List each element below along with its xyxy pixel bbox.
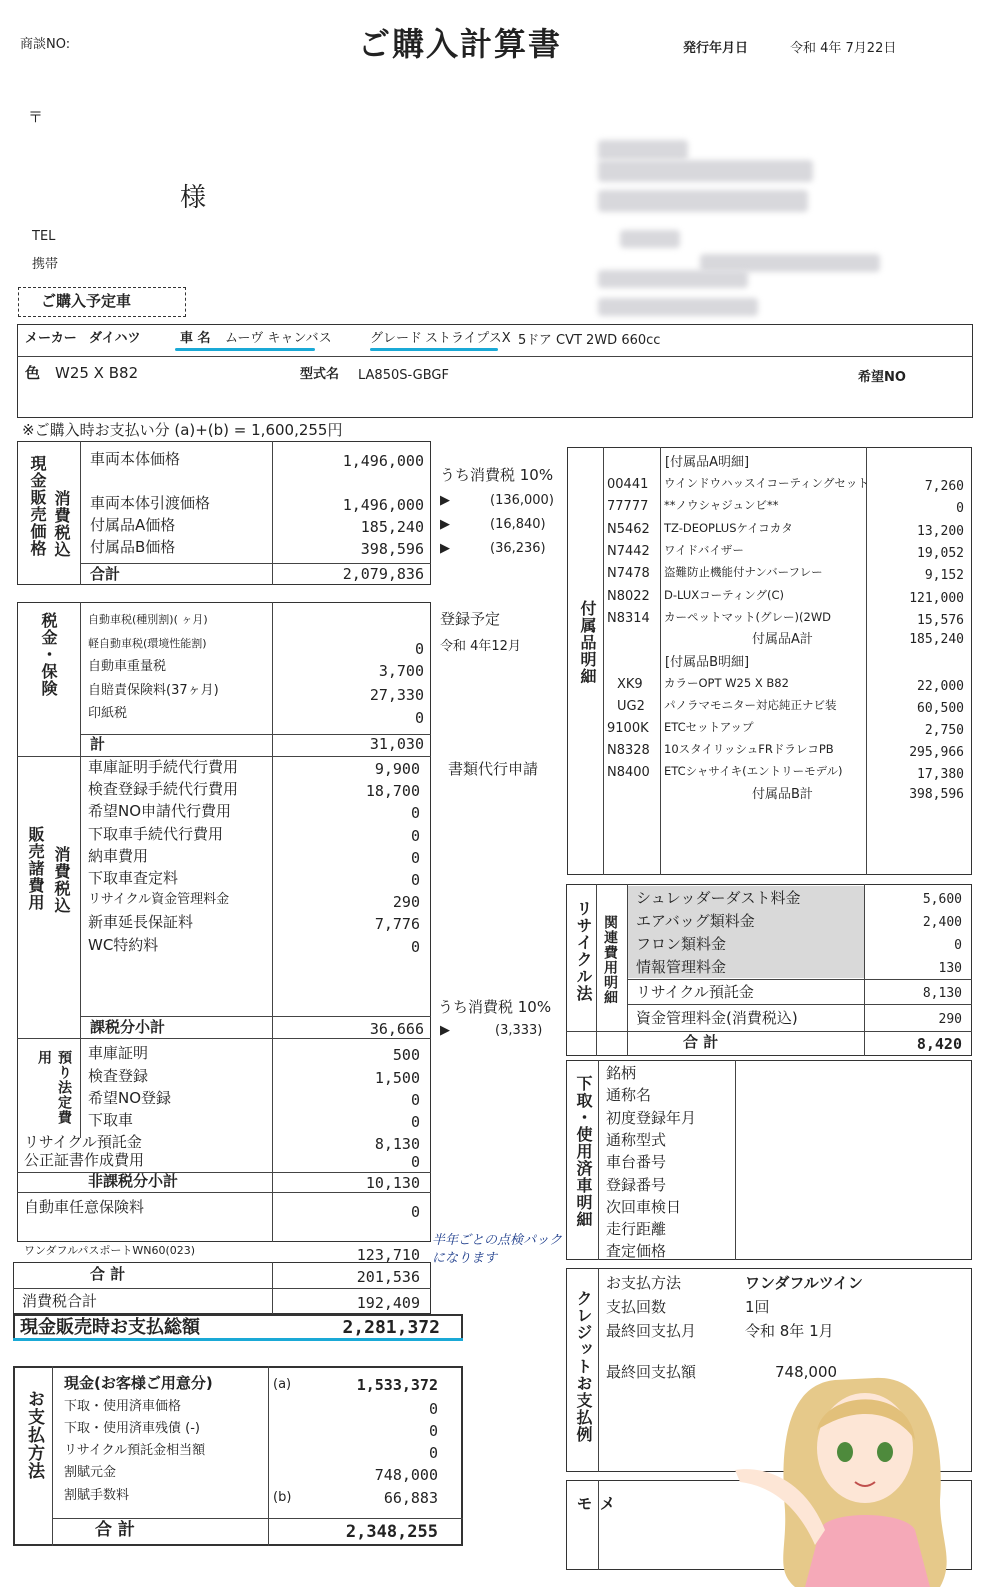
accessory-code: N8328 — [607, 743, 650, 758]
payment-row-label: 現金(お客様ご用意分) — [64, 1374, 213, 1392]
redacted-dealer-line — [598, 160, 813, 182]
insurance-package-label: ワンダフルパスポートWN60(023) — [24, 1244, 196, 1257]
insurance-package-value: 123,710 — [356, 1246, 420, 1264]
payment-total: 2,348,255 — [345, 1522, 438, 1542]
price-row-value: 1,496,000 — [342, 496, 424, 514]
tax-insurance-side-label: 税金・保険 — [39, 612, 58, 697]
sales-row-value: 0 — [410, 937, 420, 956]
divider — [866, 447, 867, 875]
sales-row-label: 検査登録手続代行費用 — [88, 780, 239, 799]
divider — [52, 1518, 463, 1519]
highlight-grade — [370, 348, 498, 351]
accessories-side-label: 付属品明細 — [578, 600, 597, 685]
sales-tax-value: (3,333) — [495, 1023, 543, 1038]
sales-subtotal: 36,666 — [369, 1020, 424, 1038]
accessory-name: ETCシャサイキ(エントリーモデル) — [664, 764, 843, 778]
tradein-row-label: 車台番号 — [606, 1153, 667, 1172]
price-total-label: 合計 — [90, 565, 121, 583]
tradein-side-label: 下取・使用済車明細 — [574, 1075, 593, 1228]
accessory-name: D-LUXコーティング(C) — [664, 587, 784, 602]
recycle-row-label: リサイクル預託金 — [636, 983, 754, 1001]
sales-row-value: 0 — [410, 804, 420, 823]
divider — [627, 979, 972, 980]
sales-row-label: 下取車査定料 — [88, 869, 179, 887]
recycle-row-value: 0 — [954, 938, 962, 953]
payment-row-label: 割賦元金 — [64, 1465, 117, 1480]
tax-row-label: 印紙税 — [88, 706, 128, 721]
divider — [566, 1031, 972, 1032]
accessory-code: 77777 — [607, 499, 649, 515]
accessory-value: 60,500 — [917, 701, 964, 716]
divider — [80, 1016, 431, 1017]
credit-side-label: クレジットお支払例 — [574, 1290, 593, 1443]
recycle-row-label: 資金管理料金(消費税込) — [636, 1009, 798, 1027]
sales-subtotal-label: 課税分小計 — [90, 1018, 166, 1036]
payment-total-label: 合 計 — [95, 1520, 135, 1540]
payment-method-side-label: お支払方法 — [24, 1390, 44, 1480]
spec-value: 5ドア CVT 2WD 660cc — [518, 333, 661, 348]
accessory-value: 7,260 — [924, 479, 964, 494]
credit-row-value: 1回 — [745, 1298, 770, 1316]
tradein-row-label: 査定価格 — [606, 1242, 667, 1261]
registration-plan-label: 登録予定 — [440, 610, 501, 628]
sales-row-value: 9,900 — [374, 760, 420, 778]
statutory-subtotal: 10,130 — [365, 1174, 420, 1192]
accessories-a-total: 185,240 — [909, 632, 964, 647]
tax-arrow-icon: ▶ — [440, 541, 450, 556]
payment-row-mark: (b) — [273, 1490, 292, 1505]
vehicle-section-label-box — [18, 287, 186, 317]
tradein-row-label: 銘柄 — [606, 1064, 637, 1082]
sales-row-label: 新車延長保証料 — [88, 913, 194, 932]
statutory-row-label: 希望NO登録 — [88, 1089, 172, 1107]
tax-total-sum: 192,409 — [356, 1294, 420, 1312]
hope-no-label: 希望NO — [858, 370, 906, 385]
statutory-row-value: 1,500 — [374, 1069, 420, 1087]
tax-row-label: 自動車税(種別割)( ヶ月) — [88, 613, 208, 626]
price-row-label: 付属品A価格 — [90, 516, 176, 534]
highlight-car-name — [175, 348, 315, 351]
tradein-row-label: 登録番号 — [606, 1175, 667, 1194]
recycle-total-label: 合 計 — [683, 1033, 719, 1051]
statutory-side-label: 預り法定費用 — [36, 1050, 72, 1125]
divider — [268, 1366, 269, 1546]
tax-arrow-icon: ▶ — [440, 493, 450, 508]
car-name-value: ムーヴ キャンバス — [225, 331, 332, 346]
accessory-code: N8314 — [607, 610, 650, 626]
tax-total-label: 計 — [90, 735, 106, 753]
payment-row-label: リサイクル預託金相当額 — [64, 1443, 206, 1458]
accessory-code: N7478 — [607, 566, 650, 582]
car-name-label: 車 名 — [180, 331, 211, 346]
accessory-code: N8400 — [607, 765, 650, 780]
accessory-code: XK9 — [617, 677, 643, 692]
accessory-value: 0 — [956, 501, 964, 517]
tradein-row-label: 初度登録年月 — [606, 1108, 697, 1127]
accessory-value: 121,000 — [909, 590, 964, 606]
issue-date-label: 発行年月日 — [683, 41, 749, 56]
redacted-staff — [620, 230, 680, 248]
recycle-side-label: リサイクル法 — [574, 900, 593, 1002]
divider — [603, 447, 604, 875]
divider — [598, 1268, 599, 1472]
divider — [660, 447, 661, 875]
mobile-label: 携帯 — [32, 257, 59, 272]
recycle-row-label: エアバッグ類料金 — [636, 912, 755, 930]
sales-row-value: 0 — [410, 826, 420, 845]
grand-total-label: 合 計 — [90, 1265, 126, 1283]
payment-row-label: 下取・使用済車残債 (-) — [64, 1421, 200, 1436]
redacted-dealer-name — [598, 140, 688, 160]
tradein-row-label: 走行距離 — [606, 1220, 667, 1239]
credit-row-value: 748,000 — [775, 1363, 838, 1381]
vehicle-section-title: ご購入予定車 — [41, 292, 132, 310]
sales-row-value: 0 — [410, 871, 420, 889]
registration-plan-date: 令和 4年12月 — [440, 639, 521, 654]
accessory-code: N8022 — [607, 588, 650, 604]
statutory-row-label: 検査登録 — [88, 1067, 149, 1085]
tax-row-label: 軽自動車税(環境性能割) — [88, 637, 207, 650]
redacted-phone — [598, 270, 748, 288]
divider — [17, 756, 431, 757]
tax-arrow-icon: ▶ — [440, 517, 450, 532]
accessory-code: N7442 — [607, 543, 650, 559]
cash-total-highlight — [13, 1338, 463, 1341]
tax-row-value: 27,330 — [369, 686, 424, 704]
statutory-row-value: 0 — [410, 1113, 420, 1131]
redacted-fax — [598, 298, 758, 316]
accessory-code: UG2 — [617, 699, 645, 714]
recycle-row-value: 5,600 — [922, 892, 962, 907]
accessory-value: 295,966 — [909, 745, 964, 760]
memo-label: メモ — [574, 1495, 616, 1527]
tax-row-label: 自動車重量税 — [88, 659, 167, 674]
credit-row-label: お支払方法 — [606, 1274, 682, 1292]
tradein-row-label: 次回車検日 — [606, 1197, 682, 1216]
statutory-subtotal-label: 非課税分小計 — [88, 1172, 179, 1190]
statutory-row-label: 公正証書作成費用 — [24, 1151, 145, 1169]
price-tax-value: (136,000) — [490, 493, 554, 508]
price-row-label: 車両本体価格 — [90, 450, 181, 468]
statutory-row-label: リサイクル預託金 — [24, 1133, 142, 1151]
statutory-row-value: 0 — [410, 1153, 420, 1171]
accessories-a-total-label: 付属品A計 — [752, 632, 813, 647]
recycle-row-label: フロン類料金 — [636, 935, 727, 953]
accessories-b-total: 398,596 — [909, 787, 964, 802]
statutory-row-label: 下取車 — [88, 1111, 134, 1129]
cash-total-label: 現金販売時お支払総額 — [20, 1317, 200, 1338]
tax-row-label: 自賠責保険料(37ヶ月) — [88, 683, 219, 698]
payment-row-label: 下取・使用済車価格 — [64, 1399, 182, 1414]
sales-row-label: WC特約料 — [88, 935, 159, 954]
credit-row-label: 支払回数 — [606, 1298, 667, 1316]
price-tax-label: うち消費税 10% — [440, 466, 554, 484]
color-label: 色 — [25, 364, 41, 382]
accessories-b-total-label: 付属品B計 — [752, 787, 813, 802]
insurance-label: 自動車任意保険料 — [24, 1198, 145, 1216]
divider — [598, 1060, 599, 1260]
tax-row-value: 0 — [414, 640, 424, 658]
tax-row-value: 3,700 — [378, 662, 424, 680]
divider — [80, 1038, 81, 1138]
divider — [80, 563, 431, 564]
accessory-value: 17,380 — [917, 767, 964, 782]
divider — [17, 1192, 431, 1193]
accessories-b-header: [付属品B明細] — [665, 655, 750, 670]
grand-total: 201,536 — [356, 1268, 420, 1286]
credit-row-value: ワンダフルツイン — [745, 1274, 864, 1292]
payment-row-value: 0 — [428, 1444, 438, 1462]
statutory-row-label: 車庫証明 — [88, 1044, 149, 1062]
divider — [735, 1060, 736, 1260]
accessory-name: 10スタイリッシュFRドラレコPB — [664, 742, 834, 756]
accessory-value: 22,000 — [917, 679, 964, 694]
accessory-name: ワイドバイザー — [664, 542, 744, 557]
accessory-name: **ノウシャジュンビ** — [664, 498, 779, 513]
sales-row-value: 18,700 — [365, 782, 420, 801]
accessory-code: 9100K — [607, 721, 649, 736]
accessory-name: パノラマモニター対応純正ナビ装 — [664, 698, 837, 712]
recycle-row-value: 2,400 — [922, 915, 962, 930]
statutory-row-value: 500 — [392, 1046, 420, 1064]
payment-row-value: 0 — [428, 1400, 438, 1418]
statutory-row-value: 0 — [410, 1091, 420, 1109]
credit-row-label: 最終回支払月 — [606, 1322, 697, 1340]
price-row-value: 185,240 — [360, 518, 424, 536]
sales-costs-side-label: 販売諸費用 — [26, 826, 45, 911]
price-side-label-tax: 消費税込 — [52, 490, 71, 558]
advisor-illustration — [725, 1370, 1000, 1587]
recycle-row-label: 情報管理料金 — [636, 958, 727, 976]
recycle-row-value: 8,130 — [922, 986, 962, 1001]
accessory-value: 9,152 — [924, 568, 964, 584]
model-label: 型式名 — [300, 367, 340, 382]
sales-row-value: 7,776 — [374, 915, 420, 934]
accessory-name: ウインドウハッスイコーティングセット — [664, 476, 869, 490]
tradein-row-label: 通称名 — [606, 1086, 652, 1105]
sales-row-label: 下取車手続代行費用 — [88, 824, 224, 843]
sales-row-label: 車庫証明手続代行費用 — [88, 758, 239, 776]
credit-row-label: 最終回支払額 — [606, 1363, 697, 1381]
redacted-dealer-address — [598, 190, 808, 212]
accessory-value: 2,750 — [924, 723, 964, 738]
model-value: LA850S-GBGF — [358, 368, 449, 383]
price-row-value: 398,596 — [360, 540, 424, 558]
divider — [13, 1288, 431, 1289]
tax-row-value: 0 — [414, 709, 424, 727]
price-total: 2,079,836 — [342, 565, 424, 583]
accessory-value: 15,576 — [917, 612, 964, 628]
sales-tax-arrow: ▶ — [440, 1023, 450, 1038]
sales-row-label: 希望NO申請代行費用 — [88, 802, 232, 821]
divider — [17, 1172, 431, 1173]
sales-tax-label: うち消費税 10% — [438, 998, 552, 1016]
handwritten-note: 半年ごとの点検パックになります — [432, 1233, 563, 1266]
tel-label: TEL — [32, 229, 56, 244]
tax-total-sum-label: 消費税合計 — [22, 1292, 98, 1310]
recycle-row-label: シュレッダーダスト料金 — [636, 889, 801, 907]
price-row-value: 1,496,000 — [342, 452, 424, 470]
accessory-value: 13,200 — [917, 523, 964, 539]
maker-value: ダイハツ — [89, 331, 141, 346]
payment-row-value: 0 — [428, 1422, 438, 1440]
honorific: 様 — [180, 183, 207, 213]
postal-mark: 〒 — [28, 108, 44, 126]
color-value: W25 X B82 — [55, 364, 139, 382]
accessory-name: カーペットマット(グレー)(2WD — [664, 609, 832, 624]
payment-row-mark: (a) — [273, 1377, 292, 1392]
sales-row-value: 290 — [392, 893, 420, 912]
tradein-row-label: 通称型式 — [606, 1130, 667, 1149]
accessory-code: N5462 — [607, 521, 650, 537]
divider — [52, 1366, 53, 1546]
payment-row-value: 1,533,372 — [356, 1376, 438, 1394]
payment-row-value: 748,000 — [374, 1466, 438, 1484]
sales-costs-note: 書類代行申請 — [448, 760, 539, 778]
grade-value: ストライプスX — [425, 331, 511, 346]
price-tax-value: (36,236) — [490, 541, 546, 556]
accessory-code: 00441 — [607, 477, 649, 492]
price-tax-value: (16,840) — [490, 517, 546, 532]
sales-row-label: リサイクル資金管理料金 — [88, 892, 230, 908]
page-title: ご購入計算書 — [358, 25, 563, 63]
credit-row-value: 令和 8年 1月 — [745, 1322, 834, 1340]
price-row-label: 車両本体引渡価格 — [90, 494, 211, 512]
issue-date: 令和 4年 7月22日 — [790, 41, 897, 56]
cash-total: 2,281,372 — [342, 1317, 440, 1338]
payment-row-label: 割賦手数料 — [64, 1488, 130, 1503]
accessory-value: 19,052 — [917, 545, 964, 561]
divider — [627, 1004, 972, 1005]
sales-row-value: 0 — [410, 848, 420, 867]
recycle-total: 8,420 — [916, 1035, 962, 1053]
sales-costs-side-label-tax: 消費税込 — [52, 846, 71, 914]
tax-total: 31,030 — [369, 735, 424, 753]
accessory-name: カラーOPT W25 X B82 — [664, 676, 789, 690]
insurance-value: 0 — [410, 1203, 420, 1221]
recycle-side-label-detail: 関連費用明細 — [602, 915, 618, 1005]
accessory-name: ETCセットアップ — [664, 720, 754, 734]
payment-summary: ※ご購入時お支払い分 (a)+(b) = 1,600,255円 — [22, 421, 343, 439]
recycle-row-value: 290 — [938, 1012, 962, 1027]
price-side-label: 現金販売価格 — [28, 455, 47, 557]
recycle-row-value: 130 — [938, 961, 962, 976]
accessories-a-header: [付属品A明細] — [665, 455, 750, 470]
accessory-name: TZ-DEOPLUSケイコカタ — [664, 520, 793, 535]
accessory-name: 盗難防止機能付ナンバーフレー — [664, 565, 823, 580]
price-row-label: 付属品B価格 — [90, 538, 176, 556]
maker-label: メーカー — [25, 331, 77, 346]
grade-label: グレード — [370, 331, 423, 346]
sales-row-label: 納車費用 — [88, 846, 149, 865]
divider — [80, 602, 81, 1038]
payment-row-value: 66,883 — [383, 1489, 438, 1507]
divider — [17, 356, 973, 357]
negotiation-no-label: 商談NO: — [20, 37, 71, 52]
statutory-row-value: 8,130 — [374, 1135, 420, 1153]
